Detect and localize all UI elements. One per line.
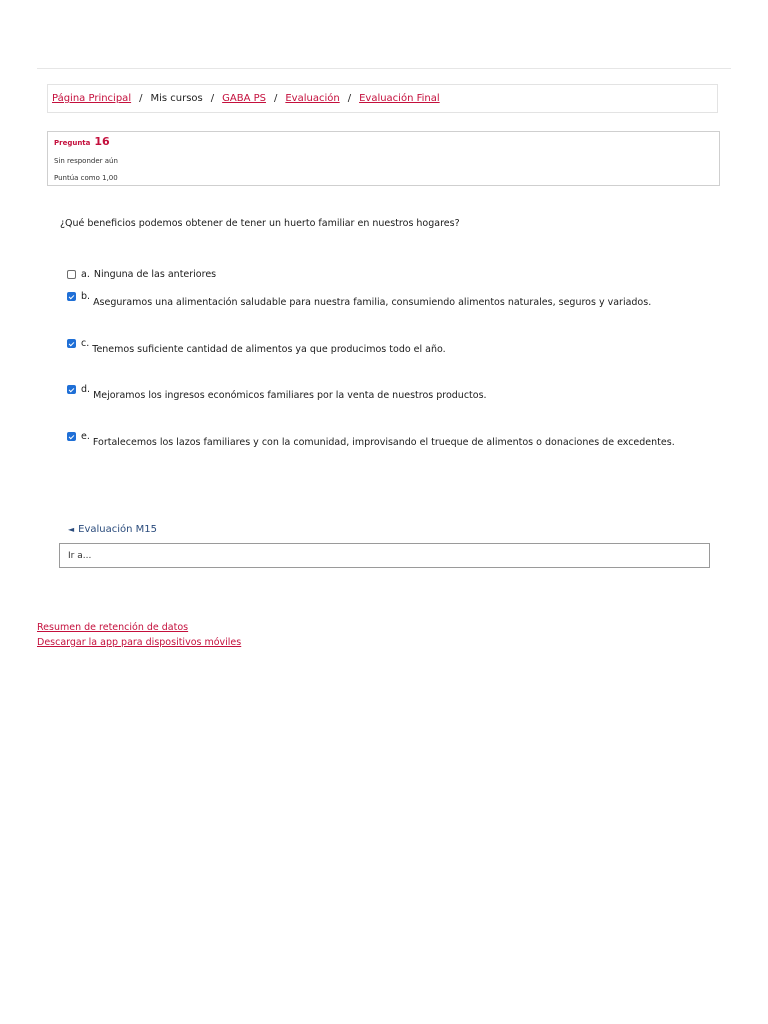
option-text: Ninguna de las anteriores: [93, 269, 217, 280]
question-info-box: [47, 131, 720, 186]
question-number: 16: [94, 135, 110, 148]
option-text: Aseguramos una alimentación saludable para nuestra familia, consumiendo alimentos naturales, seguros y variados.: [93, 297, 652, 308]
jump-to-placeholder: Ir a...: [68, 550, 92, 561]
answer-checkbox-b[interactable]: [67, 292, 76, 301]
breadcrumb-separator: /: [139, 93, 143, 104]
jump-to-select[interactable]: [59, 543, 710, 568]
breadcrumb-course-link[interactable]: GABA PS: [222, 93, 266, 104]
answer-checkbox-e[interactable]: [67, 432, 76, 441]
answer-checkbox-c[interactable]: [67, 339, 76, 348]
answer-checkbox-d[interactable]: [67, 385, 76, 394]
breadcrumb-separator: /: [273, 93, 278, 104]
option-letter: e.: [81, 431, 90, 442]
answer-option-a[interactable]: [67, 269, 216, 282]
question-label: Pregunta: [54, 139, 91, 147]
option-letter: b.: [81, 291, 91, 302]
breadcrumb-separator: /: [210, 93, 215, 104]
question-heading: [54, 135, 719, 153]
option-text: Tenemos suficiente cantidad de alimentos ya que producimos todo el año.: [92, 344, 446, 355]
answer-checkbox-a[interactable]: [67, 270, 76, 279]
header-divider: [37, 68, 731, 69]
question-text: ¿Qué beneficios podemos obtener de tener un huerto familiar en nuestros hogares?: [60, 218, 460, 229]
breadcrumb: [47, 84, 718, 113]
option-letter: c.: [81, 338, 90, 349]
answer-option-b[interactable]: [67, 291, 693, 310]
mobile-app-link[interactable]: Descargar la app para dispositivos móviles: [37, 637, 242, 648]
previous-activity-label: Evaluación M15: [78, 524, 158, 535]
breadcrumb-home-link[interactable]: Página Principal: [52, 93, 132, 104]
answer-option-c[interactable]: [67, 338, 692, 357]
data-retention-link[interactable]: Resumen de retención de datos: [37, 622, 189, 633]
option-letter: d.: [81, 384, 91, 395]
breadcrumb-final-evaluation-link[interactable]: Evaluación Final: [359, 93, 440, 104]
breadcrumb-my-courses: Mis cursos: [150, 93, 203, 104]
option-text: Fortalecemos los lazos familiares y con la comunidad, improvisando el trueque de alimentos o donaciones de excedentes.: [92, 437, 675, 448]
answer-option-d[interactable]: [67, 384, 693, 403]
breadcrumb-separator: /: [347, 93, 352, 104]
answer-option-e[interactable]: [67, 431, 683, 450]
previous-activity-link[interactable]: [68, 524, 157, 535]
option-text: Mejoramos los ingresos económicos familiares por la venta de nuestros productos.: [93, 390, 487, 401]
left-triangle-icon: ◄: [68, 525, 75, 534]
breadcrumb-evaluation-link[interactable]: Evaluación: [285, 93, 340, 104]
question-score: Puntúa como 1,00: [54, 174, 118, 182]
question-status: Sin responder aún: [54, 157, 118, 165]
option-letter: a.: [81, 269, 90, 280]
